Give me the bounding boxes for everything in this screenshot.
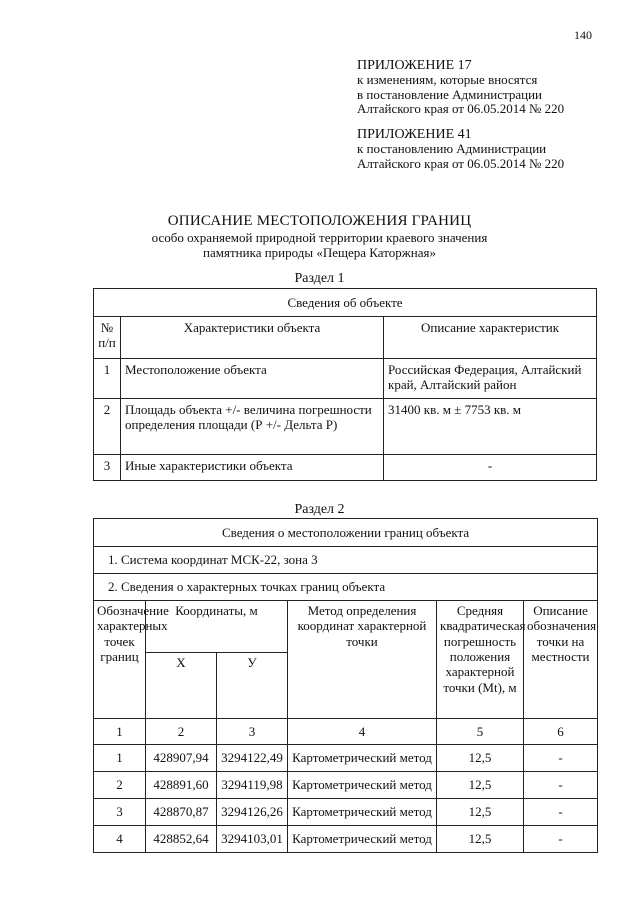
point-y: 3294103,01 (217, 826, 288, 853)
point-y: 3294126,26 (217, 799, 288, 826)
row-num: 2 (94, 399, 121, 455)
points-info-line: 2. Сведения о характерных точках границ объекта (94, 574, 598, 601)
row-description: Российская Федерация, Алтайский край, Алтайский район (384, 359, 597, 399)
coordinate-system-line: 1. Система координат МСК-22, зона 3 (94, 547, 598, 574)
appendix-41-title: ПРИЛОЖЕНИЕ 41 (357, 127, 472, 142)
header-description: Описание характеристик (384, 317, 597, 359)
point-x: 428870,87 (146, 799, 217, 826)
table-row (94, 745, 598, 772)
column-number: 3 (217, 719, 288, 745)
point-method: Картометрический метод (288, 772, 437, 799)
row-num: 3 (94, 455, 121, 481)
table-title: Сведения об объекте (94, 289, 597, 317)
point-method: Картометрический метод (288, 799, 437, 826)
point-description: - (524, 799, 598, 826)
point-error: 12,5 (437, 826, 524, 853)
header-point-description: Описание обозначения точки на местности (524, 601, 598, 719)
point-id: 3 (94, 799, 146, 826)
column-number: 2 (146, 719, 217, 745)
point-x: 428907,94 (146, 745, 217, 772)
row-num: 1 (94, 359, 121, 399)
point-x: 428891,60 (146, 772, 217, 799)
object-info-table (93, 288, 597, 481)
title-main: ОПИСАНИЕ МЕСТОПОЛОЖЕНИЯ ГРАНИЦ (167, 213, 472, 229)
column-number: 4 (288, 719, 437, 745)
section-2-heading: Раздел 2 (294, 502, 345, 517)
table-row (94, 799, 598, 826)
title-sub: памятника природы «Пещера Каторжная» (203, 244, 436, 260)
column-numbers-row (94, 719, 598, 745)
point-x: 428852,64 (146, 826, 217, 853)
appendix-41-line: к постановлению Администрации (357, 141, 547, 157)
table-title: Сведения о местоположении границ объекта (94, 519, 598, 547)
point-id: 2 (94, 772, 146, 799)
section-1-heading: Раздел 1 (294, 271, 345, 286)
table-row (94, 772, 598, 799)
point-error: 12,5 (437, 799, 524, 826)
column-number: 6 (524, 719, 598, 745)
row-description: - (384, 455, 597, 481)
page-number: 140 (574, 28, 592, 42)
appendix-17-block (357, 58, 627, 116)
header-error: Средняя квадратическая погрешность положения характерной точки (Мt), м (437, 601, 524, 719)
table-row (94, 399, 597, 455)
point-description: - (524, 772, 598, 799)
boundary-points-table (93, 518, 598, 853)
point-method: Картометрический метод (288, 826, 437, 853)
point-error: 12,5 (437, 745, 524, 772)
document-title (0, 213, 639, 261)
row-characteristic: Иные характеристики объекта (121, 455, 384, 481)
header-coordinates: Координаты, м (146, 601, 288, 653)
appendix-17-line: Алтайского края от 06.05.2014 № 220 (357, 100, 565, 116)
table-row (94, 359, 597, 399)
column-number: 5 (437, 719, 524, 745)
point-y: 3294122,49 (217, 745, 288, 772)
header-x: Х (146, 653, 217, 719)
point-description: - (524, 745, 598, 772)
point-error: 12,5 (437, 772, 524, 799)
point-id: 4 (94, 826, 146, 853)
header-characteristic: Характеристики объекта (121, 317, 384, 359)
point-description: - (524, 826, 598, 853)
row-characteristic: Площадь объекта +/- величина погрешности определения площади (Р +/- Дельта Р) (121, 399, 384, 455)
appendix-17-line: к изменениям, которые вносятся (357, 72, 538, 88)
header-y: У (217, 653, 288, 719)
title-sub: особо охраняемой природной территории краевого значения (151, 229, 488, 245)
appendix-41-block (357, 127, 627, 171)
appendix-41-line: Алтайского края от 06.05.2014 № 220 (357, 155, 565, 171)
appendix-17-line: в постановление Администрации (357, 86, 543, 102)
header-method: Метод определения координат характерной точки (288, 601, 437, 719)
point-y: 3294119,98 (217, 772, 288, 799)
point-id: 1 (94, 745, 146, 772)
header-designation: Обозначение характерных точек границ (94, 601, 146, 719)
header-num: № п/п (94, 317, 121, 359)
table-row (94, 826, 598, 853)
row-characteristic: Местоположение объекта (121, 359, 384, 399)
point-method: Картометрический метод (288, 745, 437, 772)
column-number: 1 (94, 719, 146, 745)
row-description: 31400 кв. м ± 7753 кв. м (384, 399, 597, 455)
table-row (94, 455, 597, 481)
appendix-17-title: ПРИЛОЖЕНИЕ 17 (357, 58, 472, 73)
